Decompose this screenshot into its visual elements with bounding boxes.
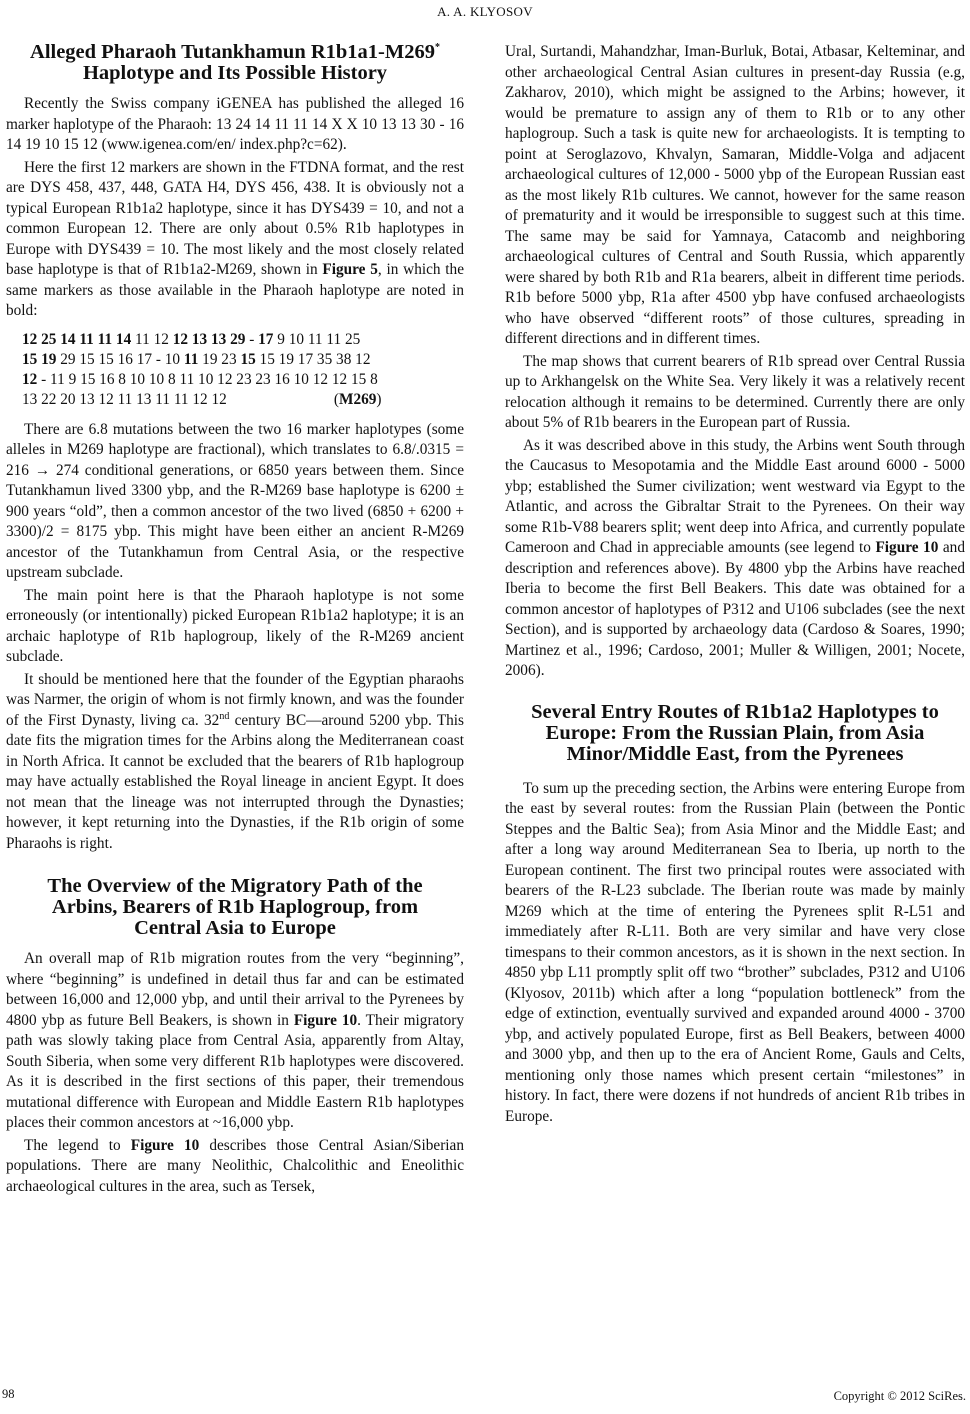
running-head: A. A. KLYOSOV: [437, 4, 533, 19]
haplotype-label: M269: [339, 390, 377, 408]
paragraph: There are 6.8 mutations between the two 16 marker haplotypes (some alleles in M269 haplotype are fractional), which translates to 6.8/.0315 = 216 → 274 conditional generations, or 6850 years between them. Since Tutankhamun lived 3300 ybp, and the R-M269 base haplotype is 6200 ± 900 years “old”, then a common ancestor of the two lived (6850 + 6200 + 3300)/2 = 8175 ybp. This might have been either an ancient R-M269 ancestor of the Tutankhamun from Central Asia, or the respective upstream subclade.: [6, 420, 464, 581]
paragraph: The map shows that current bearers of R1b spread over Central Russia up to Arkhangelsk on the White Sea. Very likely it was a relatively recent relocation although it remains to be determined. Currently there are only about 5% of R1b bearers in the European part of Russia.: [505, 352, 965, 431]
figure-ref: Figure 10: [130, 1136, 200, 1154]
section-title-pharaoh: Alleged Pharaoh Tutankhamun R1b1a1-M269* Haplotype and Its Possible History: [30, 41, 440, 84]
paragraph: Here the first 12 markers are shown in the FTDNA format, and the rest are DYS 458, 437, 448, GATA H4, DYS 456, 438. It is obviously not a typical European R1b1a2 haplotype, since it has DYS439 = 10, and not a common European 12. There are only about 0.5% R1b haplotypes in Europe with DYS439 = 10. The most likely and the most closely related base haplotype is that of R1b1a2-M269, shown in Figure 5, in which the same markers as those available in the Pharaoh haplotype are noted in bold:: [6, 158, 464, 319]
paragraph: Recently the Swiss company iGENEA has published the alleged 16 marker haplotype of the Pharaoh: 13 24 14 11 11 14 X X 10 13 13 30 - 16 14 19 10 15 12 (www.igenea.com/en/ index.php?c=62).: [6, 95, 464, 153]
section-title-migratory-path: The Overview of the Migratory Path of the Arbins, Bearers of R1b Haplogroup, from Central Asia to Europe: [47, 875, 423, 939]
paragraph: The legend to Figure 10 describes those Central Asian/Siberian populations. There are many Neolithic, Chalcolithic and Eneolithic archaeological cultures in the area, such as Tersek,: [6, 1136, 464, 1195]
paragraph: It should be mentioned here that the founder of the Egyptian pharaohs was Narmer, the origin of whom is not firmly known, and was the founder of the First Dynasty, living ca. 32nd century BC—around 5200 ybp. This date fits the migration times for the Arbins along the Mediterranean coast in North Africa. It cannot be excluded that the bearers of R1b haplogroup may have actually established the Royal lineage in ancient Egypt. It does not mean that the lineage was not interrupted through the Dynasties; however, it kept returning into the Dynasties, if the R1b origin of some Pharaohs is right.: [6, 670, 465, 852]
figure-ref: Figure 10: [875, 539, 939, 556]
figure-ref: Figure 10: [293, 1011, 358, 1029]
paragraph: The main point here is that the Pharaoh haplotype is not some erroneously (or intentionally) picked European R1b1a2 haplotype; it is an archaic haplotype of R1b haplogroup, likely of the R-M269 ancient subclade.: [6, 586, 464, 665]
paragraph: Ural, Surtandi, Mahandzhar, Iman-Burluk, Botai, Atbasar, Kelteminar, and other archaeological Central Asian cultures in present-day Russia (e.g, Zakharov, 2010), which might be assigned to the Arbins; however, it would be premature to assign any of them to R1b or to any other haplogroup. Such a task is quite new for archaeologists. It is tempting to point at Seroglazovo, Khvalyn, Samaran, Middle-Volga and adjacent archaeological cultures of 12,000 - 5000 ybp of the European Russian east as the most likely R1b cultures. We cannot, however for the same reason of prematurity and it would be irresponsible to suggest such at this time. The same may be said for Yamnaya, Catacomb and neighboring archaeological cultures of Central and South Russia, which apparently were shared by both R1b and R1a bearers, albeit in different time periods. R1b before 5000 ybp, R1a after 4500 ybp have confused archaeologists who have observed “different roots” of those cultures, spreading in different directions and in different times.: [505, 43, 965, 347]
copyright: Copyright © 2012 SciRes.: [833, 1389, 966, 1403]
section-title-entry-routes: Several Entry Routes of R1b1a2 Haplotypes to Europe: From the Russian Plain, from Asia Minor/Middle East, from the Pyrenees: [531, 700, 939, 765]
left-column: [6, 42, 464, 1199]
right-column: [505, 42, 965, 1129]
paragraph: To sum up the preceding section, the Arbins were entering Europe from the east by several routes: from the Russian Plain (between the Pontic Steppes and the Baltic Sea); from Asia Minor and the Middle East; and after a long way around Mediterranean Sea to Iberia, up north to the European continent. The first two principal routes were associated with bearers of the R-L23 subclade. The Iberian route was made by mainly M269 which at the time of entering the Pyrenees split R-L51 and immediately after R-L11. Both are very similar and have very close timespans to their common ancestors, as it is shown in the next section. In 4850 ybp L11 promptly split off two “brother” subclades, P312 and U106 (Klyosov, 2011b) which after a long “population bottleneck” from the edge of extinction, eventually survived and expanded around 4000 - 3700 ybp, and actively populated Europe, first as Bell Beakers, between 4000 and 3000 ybp, and then up to the era of Ancient Rome, Gauls and Celts, mentioning only those names which present certain “milestones” in history. In fact, there were dozens if not hundreds of ancient R1b tribes in Europe.: [505, 779, 965, 1125]
page-number: 98: [2, 1387, 15, 1401]
paragraph: An overall map of R1b migration routes from the very “beginning”, where “beginning” is undefined in detail thus far and can be estimated between 16,000 and 12,000 ybp, and until their arrival to the Pyrenees by 4800 ybp as future Bell Beakers, is shown in Figure 10. Their migratory path was slowly taking place from Central Asia, apparently from Altay, South Siberia, when some very different R1b haplotypes were discovered. As it is described in the first sections of this paper, their tremendous mutational difference with European and Middle Eastern R1b haplotypes places their common ancestors at ~16,000 ybp.: [6, 950, 464, 1131]
paragraph: As it was described above in this study, the Arbins went South through the Caucasus to Mesopotamia and the Middle East around 6000 - 5000 ybp; established the Sumer civilization; went westward via Egypt to the Atlantic, and across the Gibraltar Strait to the Pyrenees. On their way some R1b-V88 bearers split; went deep into Africa, and currently populate Cameroon and Chad in appreciable amounts (see legend to Figure 10 and description and references above). By 4800 ybp the Arbins have reached Iberia to become the first Bell Beakers. This date was obtained for a common ancestor of haplotypes of P312 and U106 subclades (see the next Section), and is supported by archaeology data (Cardoso & Soares, 1990; Martinez et al., 1996; Cardoso, 2001; Muller & Willigen, 2001; Nocete, 2006).: [505, 436, 965, 679]
haplotype-block: 12 25 14 11 11 14 11 12 12 13 13 29 - 17 9 10 11 11 25 15 19 29 15 15 16 17 - 10 11 19 23 15 15 19 17 35 38 12 12 - 11 9 15 16 8 10 10 8 11 10 12 23 23 16 10 12 12 15 8 13 22 20 13 12 11 13 11 11 12 12 (M269): [22, 330, 382, 408]
figure-ref: Figure 5: [322, 261, 378, 278]
